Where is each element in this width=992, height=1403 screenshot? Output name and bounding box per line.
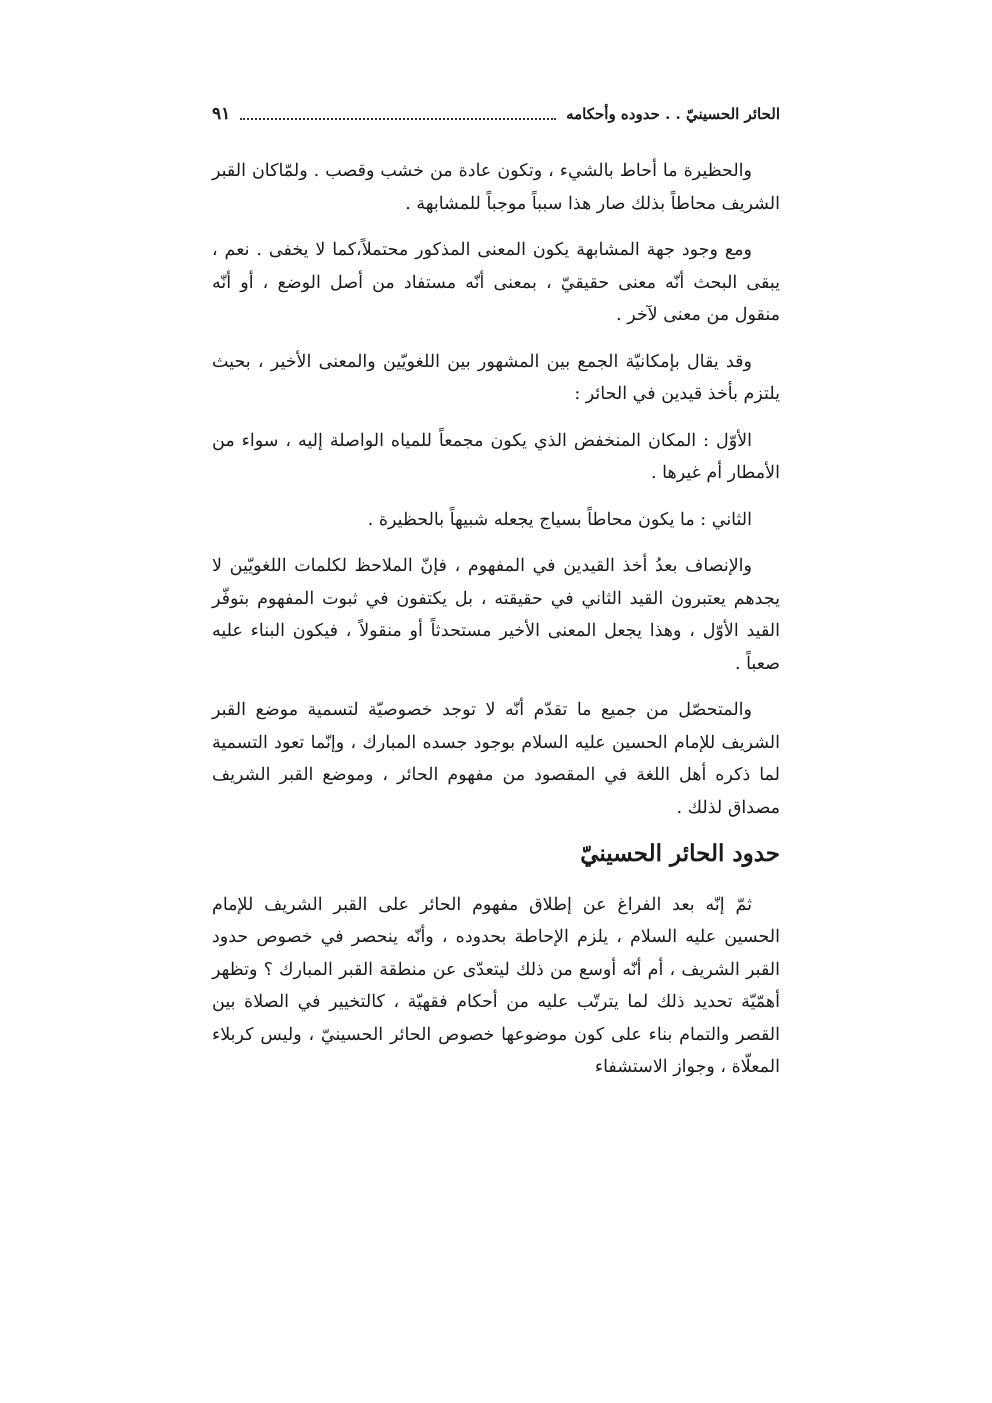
paragraph: الأوّل : المكان المنخفض الذي يكون مجمعاً للمياه الواصلة إليه ، سواء من الأمطار أم غيرها . xyxy=(212,430,780,483)
running-header xyxy=(212,98,780,130)
paragraph: والحظيرة ما أحاط بالشيء ، وتكون عادة من خشب وقصب . ولمّاكان القبر الشريف محاطاً بذلك صار هذا سبباً موجباً للمشابهة . xyxy=(212,161,780,214)
section-heading: حدود الحائر الحسينيّ xyxy=(580,840,780,867)
page-number: ٩١ xyxy=(212,104,231,124)
paragraph: والإنصاف بعدُ أخذ القيدين في المفهوم ، فإنّ الملاحظ لكلمات اللغويّين لا يجدهم يعتبرون القيد الثاني في حقيقته ، بل يكتفون في ثبوت المفهوم بتوفّر القيد الأوّل ، وهذا يجعل المعنى الأخير مستحدثاً أو منقولاً ، فيكون البناء عليه صعباً . xyxy=(212,556,780,674)
paragraph: ثمّ إنّه بعد الفراغ عن إطلاق مفهوم الحائر على القبر الشريف للإمام الحسين عليه السلام ، يلزم الإحاطة بحدوده ، وأنّه ينحصر في خصوص حدود القبر الشريف ، أم أنّه أوسع من ذلك ليتعدّى عن منطقة القبر المبارك ؟ وتظهر أهمّيّة تحديد ذلك لما يترتّب عليه من أحكام فقهيّة ، كالتخيير في الصلاة بين القصر والتمام بناء على كون موضوعها خصوص الحائر الحسينيّ ، وليس كربلاء المعلّاة ، وجواز الاستشفاء xyxy=(212,894,780,1077)
paragraph: والمتحصّل من جميع ما تقدّم أنّه لا توجد خصوصيّة لتسمية موضع القبر الشريف للإمام الحسين عليه السلام بوجود جسده المبارك ، وإنّما تعود التسمية لما ذكره أهل اللغة في المقصود من مفهوم الحائر ، وموضع القبر الشريف مصداق لذلك . xyxy=(212,700,780,818)
paragraph: الثاني : ما يكون محاطاً بسياج يجعله شبيهاً بالحظيرة . xyxy=(367,509,752,530)
header-dot-leader xyxy=(240,108,556,120)
paragraph: ومع وجود جهة المشابهة يكون المعنى المذكور محتملاً،كما لا يخفى . نعم ، يبقى البحث أنّه معنى حقيقيّ ، بمعنى أنّه مستفاد من أصل الوضع ، أو أنّه منقول من معنى لآخر . xyxy=(212,240,780,325)
paragraph: وقد يقال بإمكانيّة الجمع بين المشهور بين اللغويّين والمعنى الأخير ، بحيث يلتزم بأخذ قيدين في الحائر : xyxy=(212,351,780,404)
body-text xyxy=(212,155,780,1098)
running-header-title: الحائر الحسينيّ . . حدوده وأحكامه xyxy=(566,105,780,123)
